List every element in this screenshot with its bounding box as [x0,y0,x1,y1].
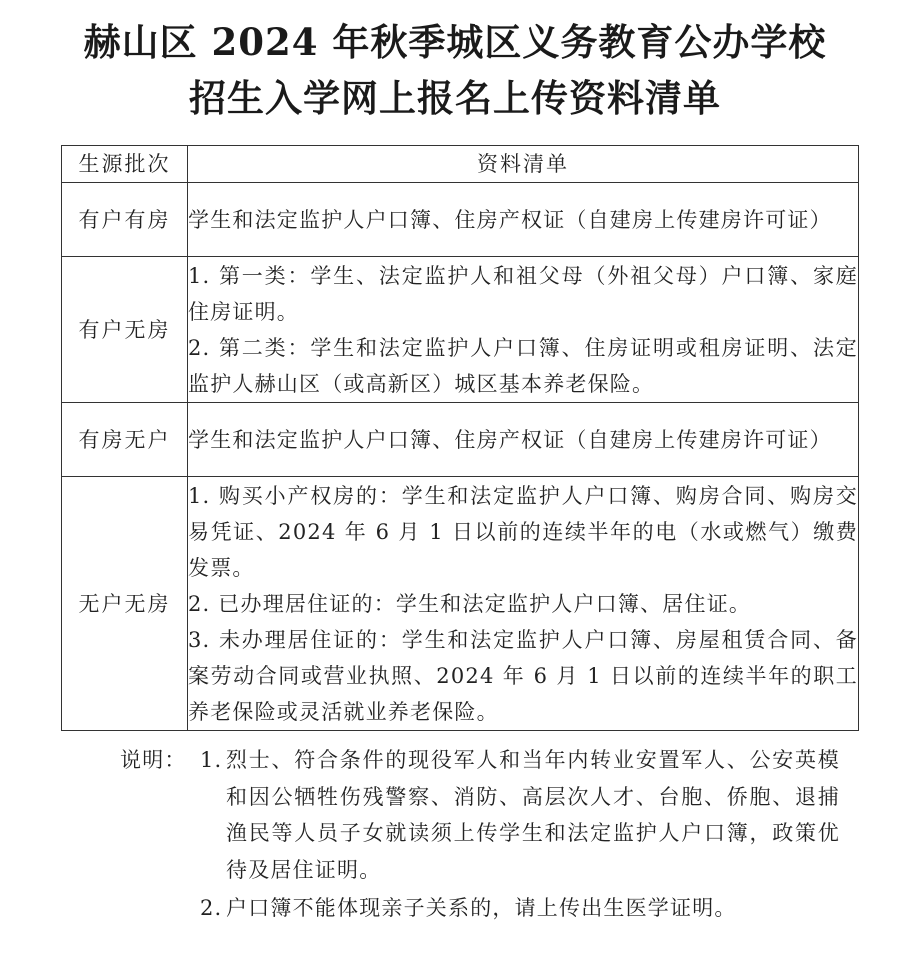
row-category: 无户无房 [62,477,188,731]
material-item: 3. 未办理居住证的：学生和法定监护人户口簿、房屋租赁合同、备案劳动合同或营业执照、2024 年 6 月 1 日以前的连续半年的职工养老保险或灵活就业养老保险。 [188,627,858,724]
material-item: 2. 第二类：学生和法定监护人户口簿、住房证明或租房证明、法定监护人赫山区（或高新区）城区基本养老保险。 [188,335,858,396]
row-materials [188,477,859,731]
material-item: 1. 购买小产权房的：学生和法定监护人户口簿、购房合同、购房交易凭证、2024 年 6 月 1 日以前的连续半年的电（水或燃气）缴费发票。 [188,483,858,580]
document-title-line-1: 赫山区 2024 年秋季城区义务教育公办学校 [83,20,827,64]
note-text: 户口簿不能体现亲子关系的，请上传出生医学证明。 [226,896,737,920]
row-category: 有户有房 [62,183,188,257]
row-materials [188,403,859,477]
note-text: 烈士、符合条件的现役军人和当年内转业安置军人、公安英模和因公牺牲伤残警察、消防、高层次人才、台胞、侨胞、退捕渔民等人员子女就读须上传学生和法定监护人户口簿，政策优待及居住证明。 [226,748,840,882]
notes-section [120,742,840,927]
row-materials [188,183,859,257]
material-item: 2. 已办理居住证的：学生和法定监护人户口簿、居住证。 [188,591,752,616]
material-item: 学生和法定监护人户口簿、住房产权证（自建房上传建房许可证） [188,207,832,232]
table-row [62,477,859,731]
note-item [120,742,840,888]
note-number: 1. [200,748,223,772]
row-category: 有户无房 [62,257,188,403]
row-materials [188,257,859,403]
row-category: 有房无户 [62,403,188,477]
table-header-row [62,146,859,183]
document-title-line-2: 招生入学网上报名上传资料清单 [189,76,721,120]
header-materials: 资料清单 [188,146,859,183]
materials-table [61,145,859,731]
top-edge-mark [46,0,106,8]
material-item: 1. 第一类：学生、法定监护人和祖父母（外祖父母）户口簿、家庭住房证明。 [188,263,858,324]
note-item [120,890,840,927]
table-row [62,403,859,477]
note-number: 2. [200,896,223,920]
material-item: 学生和法定监护人户口簿、住房产权证（自建房上传建房许可证） [188,427,832,452]
table-row [62,257,859,403]
header-category: 生源批次 [62,146,188,183]
table-row [62,183,859,257]
notes-label: 说明： [120,748,187,772]
